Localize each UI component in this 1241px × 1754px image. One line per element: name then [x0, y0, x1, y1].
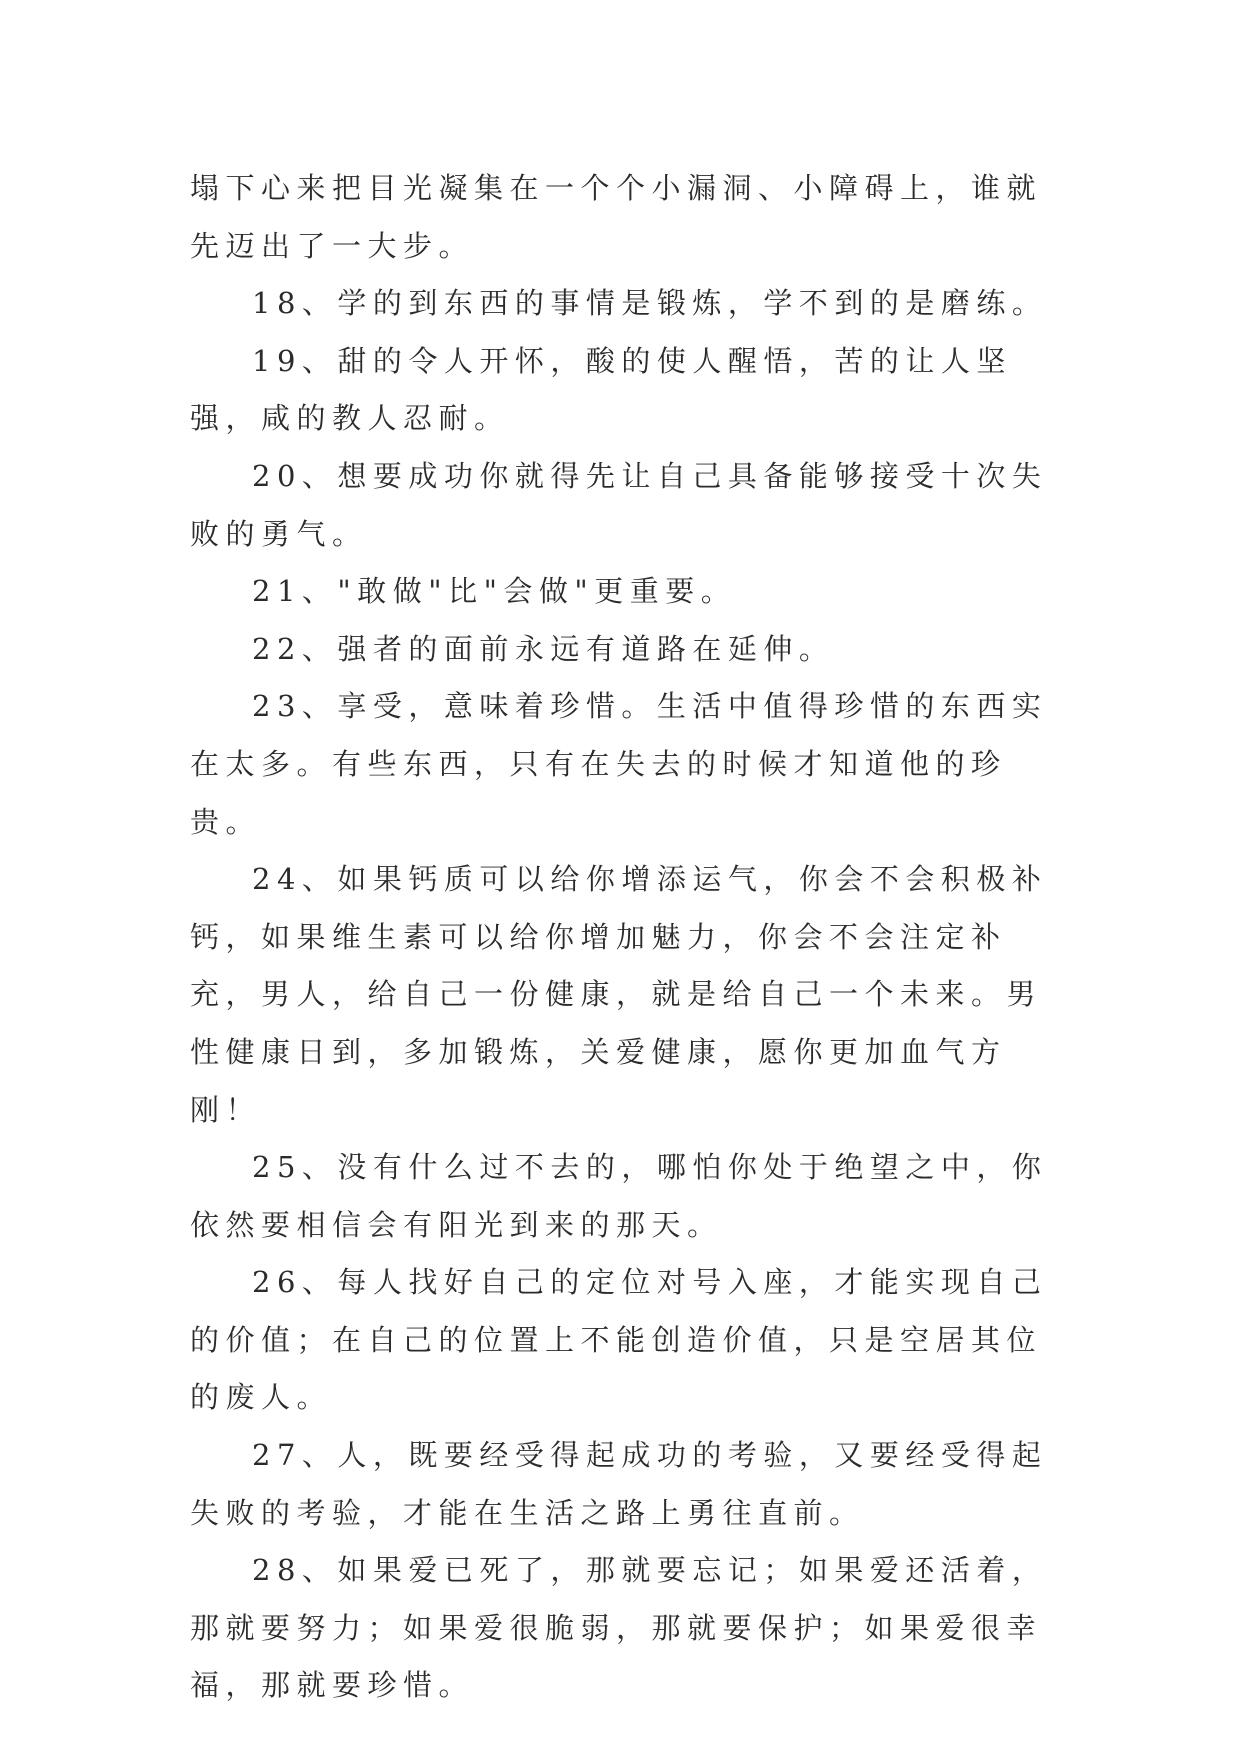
paragraph-21: 21、"敢做"比"会做"更重要。: [252, 574, 737, 609]
document-body: [190, 160, 1050, 1715]
paragraph-continuation: 塌下心来把目光凝集在一个个小漏洞、小障碍上，谁就先迈出了一大步。: [190, 171, 1043, 263]
paragraph-27: 27、人，既要经受得起成功的考验，又要经受得起失败的考验，才能在生活之路上勇往直前。: [190, 1438, 1048, 1530]
paragraph-20: 20、想要成功你就得先让自己具备能够接受十次失败的勇气。: [190, 458, 1048, 551]
paragraph-24: 24、如果钙质可以给你增添运气，你会不会积极补钙，如果维生素可以给你增加魅力，你会不会注定补充，男人，给自己一份健康，就是给自己一个未来。男性健康日到，多加锻炼，关爱健康，愿你更加血气方刚！: [190, 862, 1048, 1127]
paragraph-26: 26、每人找好自己的定位对号入座，才能实现自己的价值；在自己的位置上不能创造价值，只是空居其位的废人。: [190, 1265, 1048, 1415]
paragraph-19: 19、甜的令人开怀，酸的使人醒悟，苦的让人坚强，咸的教人忍耐。: [190, 343, 1012, 436]
paragraph-22: 22、强者的面前永远有道路在延伸。: [252, 631, 835, 666]
paragraph-25: 25、没有什么过不去的，哪怕你处于绝望之中，你依然要相信会有阳光到来的那天。: [190, 1150, 1048, 1242]
paragraph-18: 18、学的到东西的事情是锻炼，学不到的是磨练。: [252, 286, 1048, 321]
paragraph-23: 23、享受，意味着珍惜。生活中值得珍惜的东西实在太多。有些东西，只有在失去的时候才知道他的珍贵。: [190, 689, 1048, 839]
paragraph-28: 28、如果爱已死了，那就要忘记；如果爱还活着，那就要努力；如果爱很脆弱，那就要保护；如果爱很幸福，那就要珍惜。: [190, 1553, 1048, 1703]
